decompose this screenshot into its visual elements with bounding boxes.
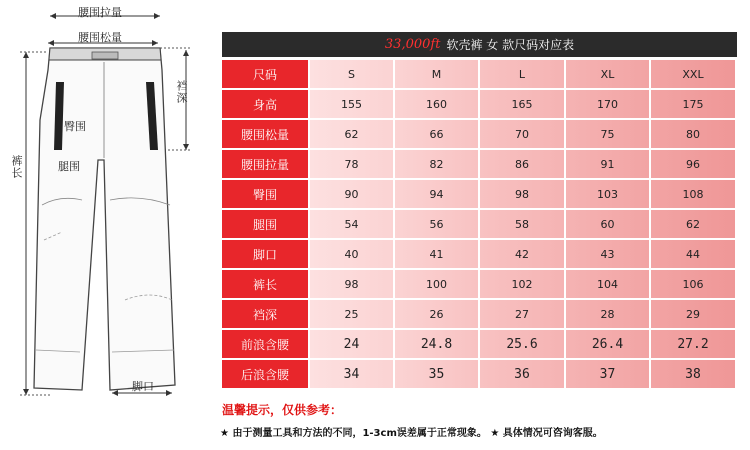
header-row xyxy=(222,60,737,90)
table-cell: 40 xyxy=(310,240,395,270)
table-cell: 160 xyxy=(395,90,480,120)
label-length: 裤长 xyxy=(10,155,23,179)
size-chart xyxy=(222,32,737,390)
table-cell: 103 xyxy=(566,180,651,210)
table-cell: 36 xyxy=(480,360,566,390)
table-cell: 94 xyxy=(395,180,480,210)
row-label: 裤长 xyxy=(222,270,310,300)
pants-illustration xyxy=(0,0,215,410)
row-label: 裆深 xyxy=(222,300,310,330)
table-cell: 26 xyxy=(395,300,480,330)
header-size: M xyxy=(395,60,480,90)
table-cell: 27 xyxy=(480,300,566,330)
row-label: 腰围松量 xyxy=(222,120,310,150)
pants-measurement-diagram xyxy=(0,0,215,410)
table-cell: 86 xyxy=(480,150,566,180)
table-cell: 62 xyxy=(310,120,395,150)
table-cell: 62 xyxy=(651,210,737,240)
table-cell: 104 xyxy=(566,270,651,300)
table-row xyxy=(222,300,737,330)
table-cell: 54 xyxy=(310,210,395,240)
table-cell: 25 xyxy=(310,300,395,330)
table-row xyxy=(222,90,737,120)
table-cell: 29 xyxy=(651,300,737,330)
table-cell: 27.2 xyxy=(651,330,737,360)
table-row xyxy=(222,150,737,180)
table-cell: 98 xyxy=(310,270,395,300)
table-cell: 175 xyxy=(651,90,737,120)
row-label: 腿围 xyxy=(222,210,310,240)
table-cell: 170 xyxy=(566,90,651,120)
size-chart-title: 软壳裤 女 款尺码对应表 xyxy=(446,38,575,52)
table-cell: 165 xyxy=(480,90,566,120)
label-hip: 臀围 xyxy=(64,120,86,133)
table-cell: 60 xyxy=(566,210,651,240)
size-chart-title-bar xyxy=(222,32,737,57)
table-cell: 43 xyxy=(566,240,651,270)
table-cell: 56 xyxy=(395,210,480,240)
table-row xyxy=(222,360,737,390)
header-size: S xyxy=(310,60,395,90)
table-row xyxy=(222,120,737,150)
header-size: XXL xyxy=(651,60,737,90)
table-cell: 102 xyxy=(480,270,566,300)
header-label: 尺码 xyxy=(222,60,310,90)
table-cell: 66 xyxy=(395,120,480,150)
table-cell: 34 xyxy=(310,360,395,390)
size-chart-grid xyxy=(222,60,737,390)
row-label: 腰围拉量 xyxy=(222,150,310,180)
header-size: XL xyxy=(566,60,651,90)
table-cell: 42 xyxy=(480,240,566,270)
label-thigh: 腿围 xyxy=(58,160,80,173)
table-cell: 155 xyxy=(310,90,395,120)
table-cell: 90 xyxy=(310,180,395,210)
table-cell: 24.8 xyxy=(395,330,480,360)
table-cell: 26.4 xyxy=(566,330,651,360)
table-cell: 106 xyxy=(651,270,737,300)
table-cell: 41 xyxy=(395,240,480,270)
table-cell: 80 xyxy=(651,120,737,150)
row-label: 身高 xyxy=(222,90,310,120)
table-row xyxy=(222,240,737,270)
table-cell: 82 xyxy=(395,150,480,180)
label-waist-stretched: 腰围拉量 xyxy=(78,6,122,19)
table-cell: 37 xyxy=(566,360,651,390)
table-cell: 91 xyxy=(566,150,651,180)
table-cell: 75 xyxy=(566,120,651,150)
notice-text: ★ 由于测量工具和方法的不同，1-3cm误差属于正常现象。 ★ 具体情况可咨询客服。 xyxy=(220,428,603,439)
notice-title: 温馨提示，仅供参考： xyxy=(222,403,343,417)
label-hem: 脚口 xyxy=(132,380,154,393)
table-cell: 24 xyxy=(310,330,395,360)
table-cell: 38 xyxy=(651,360,737,390)
row-label: 后浪含腰 xyxy=(222,360,310,390)
table-cell: 78 xyxy=(310,150,395,180)
label-rise: 裆深 xyxy=(175,80,188,104)
row-label: 臀围 xyxy=(222,180,310,210)
table-cell: 98 xyxy=(480,180,566,210)
table-cell: 70 xyxy=(480,120,566,150)
table-cell: 25.6 xyxy=(480,330,566,360)
table-row xyxy=(222,180,737,210)
table-cell: 100 xyxy=(395,270,480,300)
row-label: 脚口 xyxy=(222,240,310,270)
brand-logo: 33,000ft xyxy=(384,37,441,52)
table-cell: 44 xyxy=(651,240,737,270)
table-row xyxy=(222,210,737,240)
table-cell: 96 xyxy=(651,150,737,180)
table-cell: 108 xyxy=(651,180,737,210)
table-cell: 58 xyxy=(480,210,566,240)
header-size: L xyxy=(480,60,566,90)
table-cell: 28 xyxy=(566,300,651,330)
label-waist-relaxed: 腰围松量 xyxy=(78,31,122,44)
table-row xyxy=(222,330,737,360)
table-row xyxy=(222,270,737,300)
table-cell: 35 xyxy=(395,360,480,390)
row-label: 前浪含腰 xyxy=(222,330,310,360)
